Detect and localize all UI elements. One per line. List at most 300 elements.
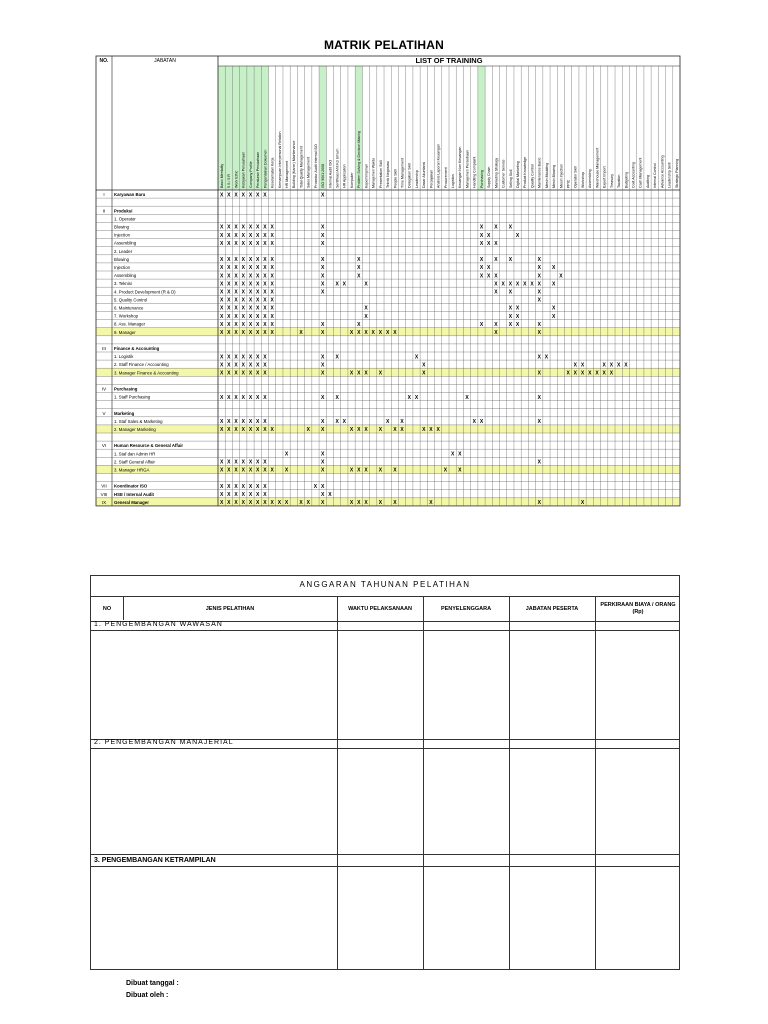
- x-mark: X: [537, 273, 541, 280]
- training-name: Basic Mentality: [220, 163, 225, 188]
- x-mark: X: [248, 467, 253, 474]
- training-name: Kemampuan Interpersonal Relation: [277, 131, 282, 188]
- training-name: Budgeting: [624, 171, 629, 188]
- x-mark: X: [487, 232, 491, 239]
- x-mark: X: [234, 257, 238, 264]
- training-name: Product Knowledge: [523, 156, 528, 188]
- x-mark: X: [616, 362, 621, 369]
- x-mark: X: [234, 305, 238, 312]
- training-name: People Skill: [393, 169, 398, 188]
- x-mark: X: [270, 289, 274, 296]
- x-mark: X: [227, 273, 231, 280]
- x-mark: X: [321, 281, 325, 288]
- x-mark: X: [234, 354, 238, 361]
- x-mark: X: [378, 330, 383, 336]
- x-mark: X: [414, 354, 419, 361]
- x-mark: X: [393, 427, 397, 434]
- x-mark: X: [256, 394, 260, 401]
- x-mark: X: [241, 297, 245, 304]
- training-name: Sertifikasi Ahli K3 Umum: [335, 148, 340, 188]
- x-mark: X: [270, 232, 274, 239]
- x-mark: X: [479, 321, 484, 328]
- x-mark: X: [624, 362, 628, 369]
- x-mark: X: [313, 483, 318, 490]
- training-name: Workshop: [580, 171, 585, 188]
- training-name: Strategic Planning: [674, 158, 679, 188]
- x-mark: X: [450, 451, 455, 458]
- training-name: Total Quality Management: [299, 146, 304, 188]
- x-mark: X: [234, 240, 238, 247]
- x-mark: X: [219, 467, 224, 474]
- training-name: Maintenance Basic: [537, 157, 542, 188]
- x-mark: X: [248, 419, 253, 426]
- x-mark: X: [494, 281, 498, 288]
- x-mark: X: [508, 305, 513, 312]
- x-mark: X: [443, 467, 448, 474]
- x-mark: X: [508, 281, 513, 288]
- col-jabatan-header: JABATAN: [154, 58, 176, 64]
- row-number: VIII: [100, 491, 108, 497]
- x-mark: X: [248, 427, 253, 434]
- col-no-header: NO.: [99, 58, 109, 64]
- x-mark: X: [248, 305, 253, 312]
- x-mark: X: [219, 257, 224, 264]
- x-mark: X: [234, 500, 238, 507]
- x-mark: X: [364, 305, 368, 312]
- x-mark: X: [479, 419, 484, 426]
- x-mark: X: [234, 224, 238, 231]
- x-mark: X: [559, 273, 563, 280]
- training-name: Sales Management: [306, 157, 311, 188]
- dibuat-oleh-label: Dibuat oleh :: [126, 992, 169, 999]
- row-label: 4. Product Development (R & D): [114, 289, 176, 295]
- page-title: MATRIK PELATIHAN: [323, 38, 445, 52]
- x-mark: X: [357, 265, 361, 272]
- x-mark: X: [227, 459, 231, 466]
- x-mark: X: [321, 321, 325, 328]
- x-mark: X: [263, 224, 267, 231]
- x-mark: X: [241, 232, 245, 239]
- row-label: 2. Staff Finance / Accounting: [114, 362, 169, 368]
- x-mark: X: [508, 224, 513, 231]
- x-mark: X: [241, 192, 245, 199]
- x-mark: X: [248, 483, 253, 490]
- x-mark: X: [357, 330, 361, 336]
- x-mark: X: [263, 305, 267, 312]
- row-label: 7. Workshop: [114, 313, 139, 319]
- training-name: Mesin Blowing: [552, 164, 557, 188]
- x-mark: X: [227, 240, 231, 247]
- x-mark: X: [508, 257, 513, 264]
- x-mark: X: [342, 419, 346, 426]
- x-mark: X: [494, 240, 498, 247]
- x-mark: X: [248, 273, 253, 280]
- training-name: Auditing: [645, 175, 650, 188]
- x-mark: X: [256, 362, 260, 369]
- x-mark: X: [234, 467, 238, 474]
- x-mark: X: [494, 321, 498, 328]
- x-mark: X: [263, 321, 267, 328]
- x-mark: X: [241, 362, 245, 369]
- training-name: Internal Control: [653, 163, 658, 188]
- x-mark: X: [219, 483, 224, 490]
- x-mark: X: [219, 240, 224, 247]
- x-mark: X: [573, 362, 577, 369]
- row-number: II: [102, 208, 106, 214]
- x-mark: X: [256, 273, 260, 280]
- x-mark: X: [321, 240, 325, 247]
- x-mark: X: [263, 192, 267, 199]
- x-mark: X: [227, 483, 231, 490]
- row-number: III: [102, 346, 106, 351]
- row-number: V: [102, 410, 106, 416]
- row-highlight: [96, 425, 680, 433]
- x-mark: X: [263, 467, 267, 474]
- green-col-highlight: [225, 66, 232, 190]
- x-mark: X: [284, 467, 289, 474]
- row-label: Produksi: [114, 208, 133, 214]
- x-mark: X: [256, 289, 260, 296]
- training-name: Work Ethic: [234, 170, 239, 188]
- x-mark: X: [219, 419, 224, 426]
- row-label: 2. Leader: [114, 248, 133, 254]
- x-mark: X: [537, 394, 541, 401]
- training-name: Building (Karier) Maintenance: [292, 140, 297, 188]
- x-mark: X: [364, 281, 368, 288]
- x-mark: X: [537, 370, 541, 377]
- row-number: IV: [101, 386, 107, 392]
- training-name: Leadership: [414, 170, 419, 188]
- x-mark: X: [263, 289, 267, 296]
- training-name: Treasury: [609, 173, 614, 188]
- training-name: Manajemen Waktu: [371, 158, 376, 188]
- x-mark: X: [234, 281, 238, 288]
- x-mark: X: [552, 305, 556, 312]
- x-mark: X: [306, 500, 310, 507]
- row-label: 3. Teknisi: [114, 281, 132, 287]
- training-name: Warehouse Management: [595, 147, 600, 188]
- training-name: Kepemimpinan: [364, 164, 369, 188]
- x-mark: X: [335, 394, 339, 401]
- training-name: Keuangan Non Keuangan: [458, 146, 463, 188]
- x-mark: X: [234, 192, 238, 199]
- x-mark: X: [357, 321, 361, 328]
- x-mark: X: [270, 467, 274, 474]
- row-label: HSE / Internal Audit: [114, 491, 154, 497]
- row-highlight: [96, 368, 680, 376]
- x-mark: X: [393, 500, 397, 507]
- training-name: Operator Skill: [573, 166, 578, 188]
- training-name: Delegation Skill: [407, 163, 412, 188]
- x-mark: X: [263, 459, 267, 466]
- x-mark: X: [234, 330, 238, 336]
- x-mark: X: [349, 330, 354, 336]
- x-mark: X: [248, 354, 253, 361]
- x-mark: X: [248, 330, 253, 336]
- x-mark: X: [544, 354, 549, 361]
- x-mark: X: [234, 297, 238, 304]
- x-mark: X: [227, 257, 231, 264]
- x-mark: X: [227, 330, 231, 336]
- x-mark: X: [349, 370, 354, 377]
- x-mark: X: [241, 321, 245, 328]
- training-name: Procurement: [443, 167, 448, 188]
- x-mark: X: [248, 289, 253, 296]
- x-mark: X: [321, 330, 325, 336]
- x-mark: X: [321, 492, 325, 498]
- x-mark: X: [234, 492, 238, 498]
- x-mark: X: [263, 370, 267, 377]
- row-label: 3. Manager Finance & Accounting: [114, 370, 179, 376]
- x-mark: X: [342, 281, 346, 288]
- x-mark: X: [263, 297, 267, 304]
- row-label: 1. Staff Purchasing: [114, 394, 151, 400]
- x-mark: X: [256, 224, 260, 231]
- row-label: Marketing: [114, 410, 135, 416]
- x-mark: X: [256, 459, 260, 466]
- x-mark: X: [263, 419, 267, 426]
- x-mark: X: [227, 281, 231, 288]
- x-mark: X: [465, 394, 469, 401]
- x-mark: X: [515, 313, 520, 320]
- x-mark: X: [219, 362, 224, 369]
- x-mark: X: [248, 459, 253, 466]
- x-mark: X: [270, 281, 274, 288]
- x-mark: X: [241, 330, 245, 336]
- x-mark: X: [256, 467, 260, 474]
- x-mark: X: [321, 232, 325, 239]
- x-mark: X: [256, 305, 260, 312]
- x-mark: X: [357, 273, 361, 280]
- x-mark: X: [321, 289, 325, 296]
- row-label: 3. Manager HRGA: [114, 467, 150, 473]
- x-mark: X: [263, 273, 267, 280]
- row-label: Assembling: [114, 240, 137, 246]
- x-mark: X: [256, 240, 260, 247]
- row-label: 1. Logistik: [114, 354, 134, 360]
- x-mark: X: [234, 427, 238, 434]
- x-mark: X: [270, 273, 274, 280]
- x-mark: X: [357, 467, 361, 474]
- x-mark: X: [241, 419, 245, 426]
- x-mark: X: [234, 321, 238, 328]
- row-number: IX: [101, 499, 107, 505]
- training-name: Manajemen Persediaan: [465, 150, 470, 188]
- row-label: Blowing: [114, 256, 130, 262]
- x-mark: X: [508, 313, 513, 320]
- x-mark: X: [256, 492, 260, 498]
- training-name: Company Profile: [248, 161, 253, 188]
- x-mark: X: [234, 419, 238, 426]
- row-label: 1. Operator: [114, 216, 136, 222]
- x-mark: X: [393, 467, 397, 474]
- x-mark: X: [515, 321, 520, 328]
- row-label: 6. Maintenance: [114, 305, 144, 311]
- x-mark: X: [219, 305, 224, 312]
- x-mark: X: [400, 419, 404, 426]
- training-name: Leadership Skill: [667, 162, 672, 188]
- x-mark: X: [219, 313, 224, 320]
- x-mark: X: [472, 419, 476, 426]
- x-mark: X: [256, 297, 260, 304]
- x-mark: X: [537, 297, 541, 304]
- row-label: 1. Staf dan Admin HR: [114, 451, 156, 457]
- x-mark: X: [573, 370, 577, 377]
- x-mark: X: [494, 257, 498, 264]
- x-mark: X: [219, 321, 224, 328]
- training-name: Keselamatan Kerja: [270, 157, 275, 188]
- x-mark: X: [364, 330, 368, 336]
- x-mark: X: [566, 370, 570, 377]
- budget-table: [90, 575, 680, 970]
- training-name: Analisis Laporan Keuangan: [436, 144, 441, 188]
- x-mark: X: [219, 281, 224, 288]
- x-mark: X: [479, 232, 484, 239]
- x-mark: X: [248, 492, 253, 498]
- x-mark: X: [263, 354, 267, 361]
- col-penyelenggara: PENYELENGGARA: [440, 605, 492, 612]
- section-wawasan: 1. PENGEMBANGAN WAWASAN: [91, 619, 679, 631]
- x-mark: X: [256, 483, 260, 490]
- x-mark: X: [241, 394, 245, 401]
- x-mark: X: [537, 289, 541, 296]
- x-mark: X: [378, 370, 383, 377]
- x-mark: X: [429, 427, 433, 434]
- x-mark: X: [256, 419, 260, 426]
- x-mark: X: [494, 224, 498, 231]
- x-mark: X: [241, 459, 245, 466]
- x-mark: X: [227, 232, 231, 239]
- training-name: Handling Complaint: [472, 156, 477, 188]
- training-name: Advance Accounting: [660, 155, 665, 188]
- x-mark: X: [256, 313, 260, 320]
- x-mark: X: [321, 500, 325, 507]
- training-name: PPIC: [566, 179, 571, 188]
- x-mark: X: [263, 362, 267, 369]
- x-mark: X: [263, 232, 267, 239]
- x-mark: X: [227, 224, 231, 231]
- row-label: Blowing: [114, 224, 130, 230]
- x-mark: X: [227, 297, 231, 304]
- x-mark: X: [248, 370, 253, 377]
- x-mark: X: [321, 224, 325, 231]
- x-mark: X: [284, 500, 289, 507]
- x-mark: X: [378, 427, 383, 434]
- x-mark: X: [256, 281, 260, 288]
- x-mark: X: [241, 492, 245, 498]
- x-mark: X: [219, 370, 224, 377]
- x-mark: X: [241, 500, 245, 507]
- x-mark: X: [241, 224, 245, 231]
- row-label: Assembling: [114, 273, 137, 279]
- x-mark: X: [248, 321, 253, 328]
- x-mark: X: [321, 467, 325, 474]
- training-name: Supply Chain: [487, 166, 492, 188]
- x-mark: X: [256, 354, 260, 361]
- x-mark: X: [263, 240, 267, 247]
- row-label: 5. Quality Control: [114, 297, 148, 303]
- x-mark: X: [263, 257, 267, 264]
- x-mark: X: [321, 354, 325, 361]
- x-mark: X: [515, 305, 520, 312]
- training-name: Purchasing: [479, 170, 484, 188]
- x-mark: X: [234, 313, 238, 320]
- dibuat-tanggal-label: Dibuat tanggal :: [126, 980, 179, 987]
- x-mark: X: [219, 427, 224, 434]
- x-mark: X: [364, 427, 368, 434]
- x-mark: X: [263, 281, 267, 288]
- row-label: Karyawan Baru: [114, 192, 146, 198]
- training-name: Prosedur Audit Internal ISO: [313, 144, 318, 188]
- x-mark: X: [227, 321, 231, 328]
- training-name: Teknik Negosiasi: [386, 161, 391, 188]
- x-mark: X: [234, 459, 238, 466]
- x-mark: X: [248, 232, 253, 239]
- row-label: Injection: [114, 265, 131, 270]
- x-mark: X: [357, 427, 361, 434]
- row-label: Human Resource & General Affair: [114, 443, 184, 449]
- x-mark: X: [378, 500, 383, 507]
- x-mark: X: [321, 362, 325, 369]
- x-mark: X: [609, 362, 614, 369]
- x-mark: X: [378, 467, 383, 474]
- x-mark: X: [227, 354, 231, 361]
- x-mark: X: [241, 467, 245, 474]
- x-mark: X: [270, 313, 274, 320]
- x-mark: X: [227, 467, 231, 474]
- training-name: Dasar Akuntansi: [422, 161, 427, 188]
- x-mark: X: [227, 265, 231, 272]
- x-mark: X: [263, 427, 267, 434]
- x-mark: X: [422, 427, 426, 434]
- training-name: Logistics: [451, 174, 456, 188]
- x-mark: X: [357, 257, 361, 264]
- x-mark: X: [256, 257, 260, 264]
- x-mark: X: [328, 492, 332, 498]
- training-name: Taxation: [617, 174, 622, 188]
- x-mark: X: [479, 240, 484, 247]
- x-mark: X: [580, 500, 585, 507]
- x-mark: X: [487, 265, 491, 272]
- section-manajerial: 2. PENGEMBANGAN MANAJERIAL: [91, 737, 679, 749]
- row-label: 9. Manager: [114, 329, 136, 335]
- x-mark: X: [602, 370, 606, 377]
- x-mark: X: [537, 257, 541, 264]
- x-mark: X: [479, 265, 484, 272]
- x-mark: X: [385, 419, 390, 426]
- row-label: 8. Ass. Manager: [114, 321, 146, 327]
- x-mark: X: [219, 500, 224, 507]
- training-name: Presentation Skill: [378, 160, 383, 188]
- training-name: Komputer: [349, 172, 354, 188]
- x-mark: X: [335, 419, 339, 426]
- row-number: I: [103, 192, 105, 198]
- x-mark: X: [537, 281, 541, 288]
- x-mark: X: [270, 305, 274, 312]
- x-mark: X: [364, 467, 368, 474]
- x-mark: X: [234, 273, 238, 280]
- x-mark: X: [494, 330, 498, 336]
- x-mark: X: [227, 492, 231, 498]
- x-mark: X: [256, 370, 260, 377]
- x-mark: X: [241, 281, 245, 288]
- x-mark: X: [234, 483, 238, 490]
- x-mark: X: [523, 281, 527, 288]
- x-mark: X: [234, 289, 238, 296]
- x-mark: X: [219, 459, 224, 466]
- x-mark: X: [270, 321, 274, 328]
- training-name: Peraturan Perusahaan: [256, 151, 261, 188]
